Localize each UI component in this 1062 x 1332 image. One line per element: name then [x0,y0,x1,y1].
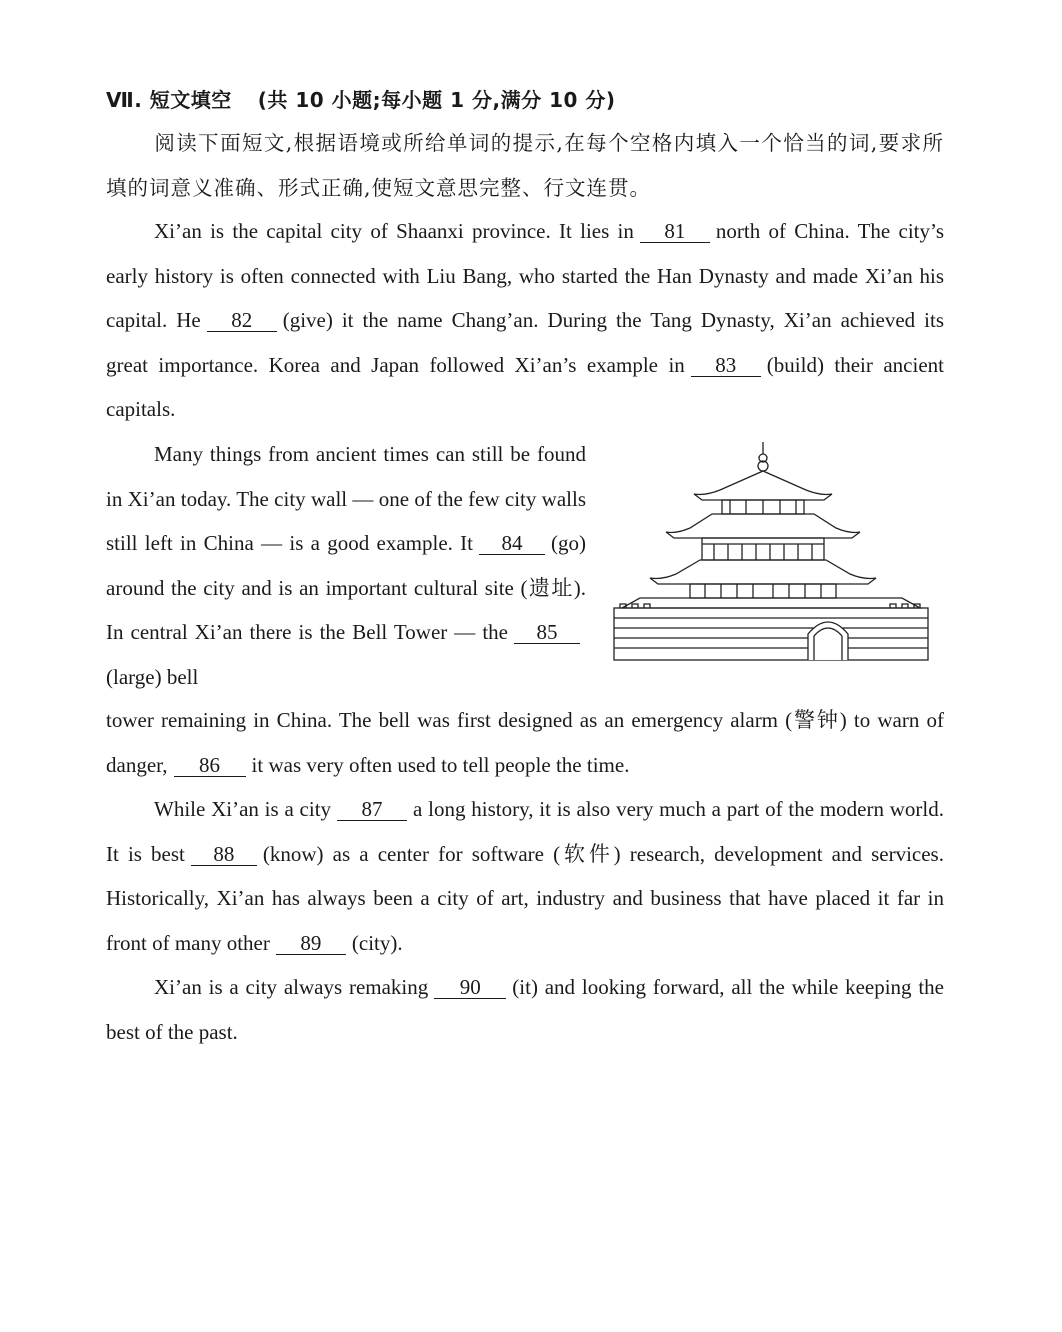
section-scoring-note: (共 10 小题;每小题 1 分,满分 10 分) [257,88,616,112]
instructions [106,121,944,210]
p2-text-4: tower remaining in China. The bell was first designed as an emergency alarm (警钟) to warn of danger, [106,708,944,777]
p1-text-1: Xi’an is the capital city of Shaanxi province. It lies in [154,219,634,243]
p1-text-2: north of China. The city’s early history is often connected with Liu Bang, who started the Han Dynasty and made Xi’an his capital. He [106,219,945,332]
p1-text-4: (build) their ancient capitals. [106,352,944,421]
instructions-text: 阅读下面短文,根据语境或所给单词的提示,在每个空格内填入一个恰当的词,要求所填的词意义准确、形式正确,使短文意思完整、行文连贯。 [106,131,944,200]
blank-83[interactable]: 83 [691,354,761,377]
paragraph-4 [106,965,944,1054]
blank-86[interactable]: 86 [174,754,246,777]
p2-text-2: (go) around the city and is an important cultural site (遗址). In central Xi’an there is the Bell Tower — the [106,531,586,644]
blank-90[interactable]: 90 [434,976,506,999]
p3-text-2: a long history, it is also very much a part of the modern world. It is best [106,797,944,866]
section-heading [106,84,616,113]
paragraph-2-continued [106,698,944,787]
p4-text-1: Xi’an is a city always remaking [154,975,429,999]
blank-88[interactable]: 88 [191,843,257,866]
blank-85[interactable]: 85 [514,621,580,644]
p2-text-3: (large) bell [106,664,199,689]
paragraph-1 [106,209,944,432]
blank-89[interactable]: 89 [276,932,346,955]
bell-tower-illustration [610,438,932,666]
p2-text-1: Many things from ancient times can still be found in Xi’an today. The city wall — one of the few city walls still left in China — is a good example. It [106,442,586,555]
blank-87[interactable]: 87 [337,798,407,821]
p3-text-1: While Xi’an is a city [154,797,332,821]
blank-82[interactable]: 82 [207,309,277,332]
p1-text-3: (give) it the name Chang’an. During the Tang Dynasty, Xi’an achieved its great importance. Korea and Japan followed Xi’an’s example in [106,308,945,377]
p4-text-2: (it) and looking forward, all the while keeping the best of the past. [106,975,945,1044]
paragraph-3 [106,787,944,965]
p3-text-3: (know) as a center for software (软件) research, development and services. Historically, Xi’an has always been a city of art, industry and business that have placed it far in front of many other [106,841,944,955]
bell-tower-drawing [610,438,932,666]
blank-81[interactable]: 81 [640,220,710,243]
section-title: 短文填空 [149,88,232,112]
blank-84[interactable]: 84 [479,532,545,555]
p3-text-4: (city). [351,930,403,955]
paragraph-2-wrapped [106,432,586,699]
section-numeral: Ⅶ. [106,88,143,112]
p2-text-5: it was very often used to tell people the time. [251,752,630,777]
